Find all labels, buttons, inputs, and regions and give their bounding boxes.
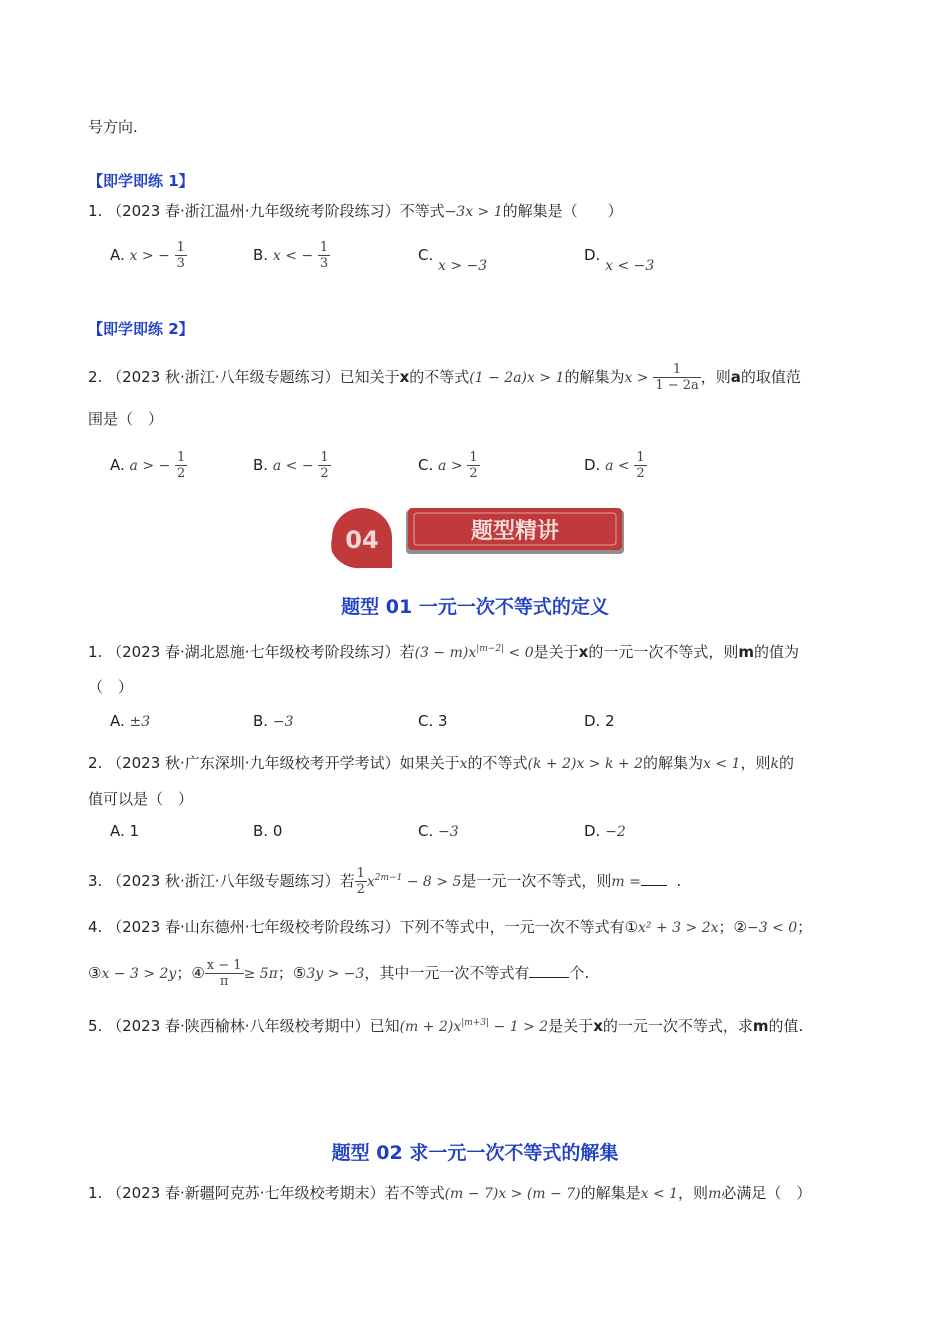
option-a[interactable]: [110, 712, 150, 730]
question-text: ，则: [700, 368, 731, 386]
answer-blank[interactable]: [641, 885, 667, 886]
option-expr: −2: [605, 824, 626, 840]
question-number: 1.: [88, 643, 103, 661]
inequality: (m − 7)x > (m − 7): [444, 1186, 581, 1202]
option-c[interactable]: [418, 712, 448, 730]
question-text: 的不等式: [467, 754, 528, 772]
question-number: 2.: [88, 754, 103, 772]
question-number: 1.: [88, 1184, 103, 1202]
solution-lhs: x >: [624, 370, 649, 386]
option-d[interactable]: [584, 450, 647, 481]
question-text: 的一元一次不等式，求: [602, 1017, 753, 1035]
question-text: 必满足（ ）: [721, 1184, 812, 1202]
s1-q4: [88, 916, 812, 939]
question-text: 是关于: [533, 643, 579, 661]
s1-q2-line2: 值可以是（ ）: [88, 790, 194, 808]
question-text: 是一元一次不等式，则: [461, 872, 612, 890]
continued-text: 号方向.: [88, 118, 138, 136]
question-tail: 的解集是（ ）: [502, 202, 623, 220]
separator: ；: [797, 918, 813, 936]
variable: x: [399, 368, 410, 386]
variable: m: [752, 1017, 769, 1035]
question-end: 个.: [569, 964, 590, 982]
s1-q2: [88, 752, 794, 775]
option-c[interactable]: [418, 822, 459, 840]
inequality: (3 − m)x: [414, 645, 477, 661]
option-expr: ±3: [129, 714, 151, 730]
inequality: x: [366, 874, 375, 890]
option-expr: 1: [129, 822, 140, 840]
question-number: 4.: [88, 918, 103, 936]
question-source: （2023 春·新疆阿克苏·七年级校考期末）若不等式: [107, 1184, 445, 1202]
option-label: B.: [253, 246, 269, 264]
option-label: C.: [418, 712, 434, 730]
fraction: $\frac{x - 1}{\pi}$: [206, 958, 242, 989]
s1-q5: [88, 1012, 803, 1038]
banner-title: 题型精讲: [470, 519, 560, 544]
option-expr: −3: [272, 714, 294, 730]
option-expr: −3: [438, 824, 459, 840]
answer-blank[interactable]: [529, 977, 569, 978]
solution: x < 1: [703, 756, 741, 772]
question-number: 1.: [88, 202, 103, 220]
inequality: − 8 > 5: [402, 874, 462, 890]
option-expr: a < −: [272, 458, 314, 474]
option-label: A.: [110, 822, 125, 840]
option-label: B.: [253, 822, 269, 840]
question-text: ，则: [678, 1184, 709, 1202]
separator: ；⑤: [277, 964, 307, 982]
separator: ；④: [176, 964, 205, 982]
option-d[interactable]: [584, 246, 655, 274]
option-expr: a > −: [129, 458, 171, 474]
option-d[interactable]: [584, 712, 615, 730]
option-a[interactable]: [110, 240, 187, 271]
exponent: |m+3|: [461, 1018, 490, 1028]
banner-number: 04: [345, 526, 379, 554]
fraction: $\frac{1}{1 - 2a}$: [655, 362, 699, 393]
option-b[interactable]: [253, 240, 330, 271]
option-c[interactable]: [418, 246, 488, 274]
variable: a: [730, 368, 741, 386]
question-end: .: [676, 872, 682, 890]
inequality: − 1 > 2: [489, 1019, 549, 1035]
inequality: (1 − 2a)x > 1: [469, 370, 565, 386]
question-number: 5.: [88, 1017, 103, 1035]
option-label: D.: [584, 246, 601, 264]
option-a[interactable]: [110, 822, 139, 840]
inequality: −3x > 1: [444, 204, 503, 220]
s2-q1: [88, 1182, 811, 1205]
inequality: (k + 2)x > k + 2: [527, 756, 643, 772]
inequality: (m + 2)x: [399, 1019, 462, 1035]
question-text: 的解集为: [564, 368, 625, 386]
fraction: $\frac{1}{2}$: [320, 450, 329, 481]
question-number: 2.: [88, 368, 103, 386]
separator: ；②: [718, 918, 747, 936]
variable: k: [770, 756, 779, 772]
question-text: 的一元一次不等式，则: [588, 643, 739, 661]
solution: x < 1: [640, 1186, 679, 1202]
option-label: B.: [253, 712, 269, 730]
option-b[interactable]: [253, 712, 293, 730]
option-expr: 0: [272, 822, 283, 840]
option-expr: a >: [438, 458, 463, 474]
option-expr: x > −3: [438, 258, 488, 274]
inequality: < 0: [504, 645, 534, 661]
practice-2-tag: 【即学即练 2】: [88, 320, 194, 338]
option-a[interactable]: [110, 450, 187, 481]
variable: m: [738, 643, 754, 661]
practice-2-question: [88, 362, 801, 393]
option-expr: 2: [605, 712, 615, 730]
s1-q1-line2: （ ）: [88, 678, 134, 696]
variable: x: [459, 756, 468, 772]
question-text: 的解集是: [580, 1184, 641, 1202]
section-banner: [322, 500, 632, 580]
exponent: |m−2|: [476, 644, 505, 654]
option-b[interactable]: [253, 450, 331, 481]
fraction: $\frac{1}{2}$: [177, 450, 186, 481]
question-text: 的取值范: [740, 368, 801, 386]
option-label: A.: [110, 456, 125, 474]
s1-q1: [88, 638, 799, 664]
option-expr: x < −: [272, 248, 314, 264]
option-expr: x > −: [129, 248, 170, 264]
fraction: $\frac{1}{3}$: [176, 240, 185, 271]
option-label: B.: [253, 456, 269, 474]
question-text: 的值.: [768, 1017, 804, 1035]
practice-1-tag: 【即学即练 1】: [88, 172, 194, 190]
inequality: 3y > −3: [306, 966, 365, 982]
question-text: 是关于: [548, 1017, 594, 1035]
option-expr: x < −3: [605, 258, 655, 274]
option-d[interactable]: [584, 822, 626, 840]
s1-q3: [88, 866, 681, 897]
question-source: （2023 春·陕西榆林·八年级校考期中）已知: [107, 1017, 400, 1035]
option-label: A.: [110, 246, 125, 264]
fraction: $\frac{1}{3}$: [319, 240, 329, 271]
option-label: C.: [418, 246, 434, 264]
option-label: D.: [584, 712, 601, 730]
inequality: ≥ 5π: [243, 966, 278, 982]
option-expr: 3: [438, 712, 448, 730]
s1-q4-line2: [88, 958, 589, 989]
answer-prefix: m =: [611, 874, 641, 890]
question-text: 的值为: [754, 643, 800, 661]
option-expr: a <: [605, 458, 630, 474]
option-label: C.: [418, 456, 434, 474]
practice-2-question-line2: 围是（ ）: [88, 410, 164, 428]
variable: m: [708, 1186, 722, 1202]
question-text: 的解集为: [643, 754, 704, 772]
fraction: $\frac{1}{2}$: [469, 450, 478, 481]
section-1-title: 题型 01 一元一次不等式的定义: [341, 596, 609, 618]
section-2-title: 题型 02 求一元一次不等式的解集: [331, 1142, 619, 1164]
practice-1-question: [88, 200, 623, 223]
circled-number: ③: [88, 964, 102, 982]
question-source: （2023 秋·浙江·八年级专题练习）已知关于: [107, 368, 400, 386]
option-label: D.: [584, 456, 601, 474]
inequality: x − 3 > 2y: [101, 966, 177, 982]
inequality: −3 < 0: [746, 920, 798, 936]
exponent: 2m−1: [374, 873, 403, 883]
option-label: A.: [110, 712, 125, 730]
question-text: 的不等式: [409, 368, 470, 386]
option-c[interactable]: [418, 450, 480, 481]
question-source: （2023 春·湖北恩施·七年级校考阶段练习）若: [107, 643, 415, 661]
variable: x: [593, 1017, 603, 1035]
option-label: D.: [584, 822, 601, 840]
question-number: 3.: [88, 872, 103, 890]
question-source: （2023 秋·广东深圳·九年级校考开学考试）如果关于: [107, 754, 460, 772]
variable: x: [578, 643, 589, 661]
question-source: （2023 秋·浙江·八年级专题练习）若: [107, 872, 355, 890]
fraction: $\frac{1}{2}$: [356, 866, 365, 897]
question-text: ，则: [740, 754, 771, 772]
inequality: x² + 3 > 2x: [638, 920, 719, 936]
question-text: 的: [778, 754, 794, 772]
question-source: （2023 春·山东德州·七年级校考阶段练习）下列不等式中，一元一次不等式有①: [107, 918, 639, 936]
question-source: （2023 春·浙江温州·九年级统考阶段练习）不等式: [107, 202, 445, 220]
option-b[interactable]: [253, 822, 282, 840]
question-text: ，其中一元一次不等式有: [364, 964, 530, 982]
option-label: C.: [418, 822, 434, 840]
fraction: $\frac{1}{2}$: [636, 450, 645, 481]
